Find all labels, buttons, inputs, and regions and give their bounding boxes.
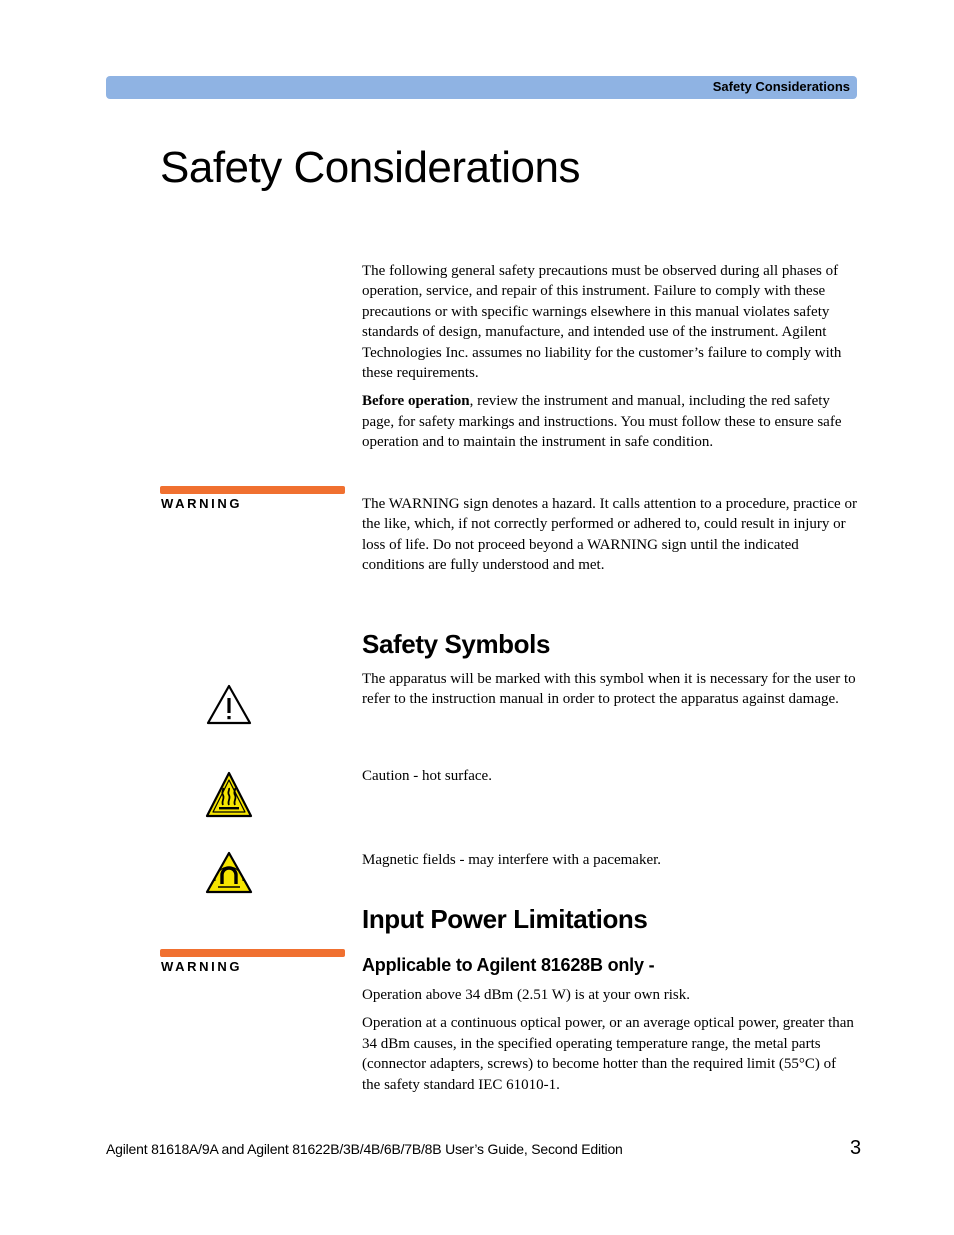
- running-header-title: Safety Considerations: [712, 79, 850, 94]
- symbol-text-hot-surface: Caution - hot surface.: [362, 768, 492, 784]
- input-power-subheading: Applicable to Agilent 81628B only -: [362, 955, 655, 975]
- intro-paragraph-2: [362, 391, 857, 452]
- page-number: 3: [850, 1137, 862, 1159]
- hot-surface-icon: [205, 771, 253, 824]
- input-power-heading: Input Power Limitations: [362, 904, 648, 934]
- warning-bar-2: [160, 949, 345, 957]
- intro-paragraph-2-rest: , review the instrument and manual, including the red safety page, for safety markings and instructions. You must follow these to ensure safe operation and to maintain the instrument in safe condition.: [362, 393, 842, 451]
- running-header-bar: [106, 76, 857, 99]
- caution-triangle-icon: [205, 683, 253, 732]
- before-operation-bold: Before operation: [362, 393, 470, 410]
- warning-label-1: WARNING: [161, 496, 243, 511]
- intro-section: [362, 261, 857, 453]
- symbol-text-caution: The apparatus will be marked with this symbol when it is necessary for the user to refer to the instruction manual in order to protect the apparatus against damage.: [362, 671, 856, 708]
- intro-paragraph-1: The following general safety precautions must be observed during all phases of operation, service, and repair of this instrument. Failure to comply with these precautions or with specific warnings elsewhere in this manual violates safety standards of design, manufacture, and intended use of the instrument. Agilent Technologies Inc. assumes no liability for the customer’s failure to comply with these requirements.: [362, 263, 842, 382]
- input-power-paragraph-1: Operation above 34 dBm (2.51 W) is at your own risk.: [362, 987, 691, 1003]
- warning-bar-1: [160, 486, 345, 494]
- warning-text-1: The WARNING sign denotes a hazard. It calls attention to a procedure, practice or the like, which, if not correctly performed or adhered to, could result in injury or loss of life. Do not proceed beyond a WARNING sign until the indicated conditions are fully understood and met.: [362, 496, 857, 574]
- safety-symbols-heading: Safety Symbols: [362, 629, 551, 659]
- page-title: Safety Considerations: [160, 143, 580, 192]
- magnetic-field-icon: [205, 851, 253, 900]
- input-power-paragraph-2: Operation at a continuous optical power, or an average optical power, greater than 34 dBm causes, in the specified operating temperature range, the metal parts (connector adapters, screws) to become hotter than the required limit (55°C) of the safety standard IEC 61010-1.: [362, 1015, 854, 1093]
- input-power-body: [362, 985, 857, 1095]
- symbol-text-magnetic: Magnetic fields - may interfere with a pacemaker.: [362, 852, 662, 868]
- warning-label-2: WARNING: [161, 959, 243, 974]
- footer-manual-title: Agilent 81618A/9A and Agilent 81622B/3B/4B/6B/7B/8B User’s Guide, Second Edition: [106, 1141, 623, 1157]
